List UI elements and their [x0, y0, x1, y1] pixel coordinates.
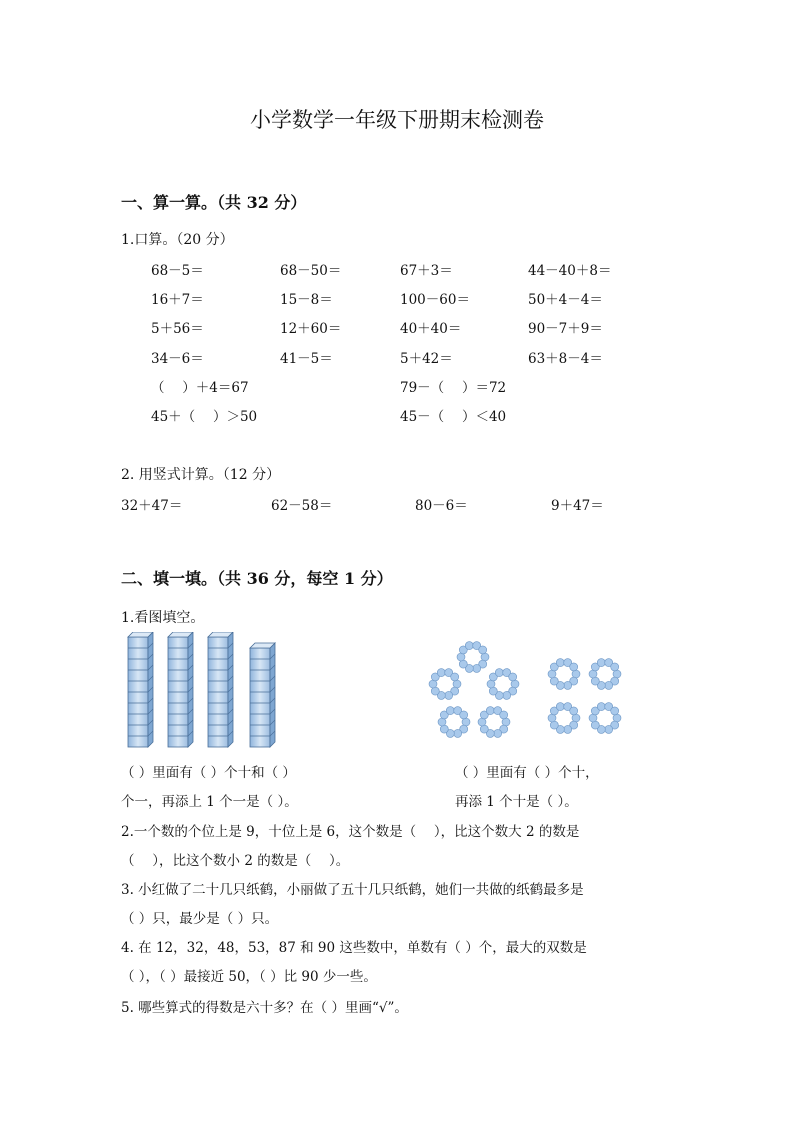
- page-title: 小学数学一年级下册期末检测卷: [250, 108, 544, 132]
- oral-item: 68－50＝: [280, 263, 342, 279]
- bead-ring: [487, 669, 519, 700]
- bead-ring: [478, 707, 510, 738]
- bead-ring: [589, 703, 621, 734]
- bead-ring: [457, 642, 489, 673]
- vertical-item: 62－58＝: [271, 498, 333, 514]
- s2-q3-line1: 3. 小红做了二十几只纸鹤，小丽做了五十几只纸鹤，她们一共做的纸鹤最多是: [121, 882, 584, 898]
- bead-ring: [589, 659, 621, 690]
- oral-item: 68－5＝: [151, 263, 204, 279]
- vertical-item: 80－6＝: [415, 498, 468, 514]
- ten-rod: [128, 632, 153, 747]
- oral-item: 34－6＝: [151, 351, 204, 367]
- s2-q4-line2: （ ），（ ）最接近 50，（ ）比 90 少一些。: [121, 969, 377, 985]
- s2-q1-right-line2: 再添 1 个十是（ ）。: [455, 794, 578, 810]
- bead-ring: [438, 707, 470, 738]
- s2-q1-left-line2: 个一，再添上 1 个一是（ ）。: [121, 794, 298, 810]
- oral-item: 67＋3＝: [400, 263, 453, 279]
- oral-item: 5＋56＝: [151, 321, 204, 337]
- s2-q1-right-line1: （ ）里面有（ ）个十，: [455, 765, 599, 781]
- ten-rod: [168, 632, 193, 747]
- s2-q4-line1: 4. 在 12，32，48，53，87 和 90 这些数中，单数有（ ）个，最大的双数是: [121, 940, 587, 956]
- oral-item: 63＋8－4＝: [528, 351, 603, 367]
- vertical-item: 9＋47＝: [551, 498, 604, 514]
- fill-item: 45－（ ）＜40: [400, 409, 507, 425]
- ones-column: [250, 643, 275, 747]
- fill-item: 79－（ ）＝72: [400, 380, 507, 396]
- oral-item: 12＋60＝: [280, 321, 342, 337]
- tens-rods-picture: [124, 632, 280, 750]
- oral-item: 16＋7＝: [151, 292, 204, 308]
- fill-item: 45＋（ ）＞50: [151, 409, 258, 425]
- oral-item: 44－40＋8＝: [528, 263, 612, 279]
- oral-item: 90－7＋9＝: [528, 321, 603, 337]
- bead-rings-picture: [424, 636, 630, 744]
- q1-label: 1.口算。（20 分）: [121, 232, 234, 248]
- s2-q1-left-line1: （ ）里面有（ ）个十和（ ）: [121, 765, 296, 781]
- s2-q2-line1: 2.一个数的个位上是 9，十位上是 6，这个数是（ ），比这个数大 2 的数是: [121, 824, 580, 840]
- oral-item: 15－8＝: [280, 292, 333, 308]
- fill-item: （ ）＋4＝67: [151, 380, 249, 396]
- vertical-item: 32＋47＝: [121, 498, 183, 514]
- oral-item: 40＋40＝: [400, 321, 462, 337]
- oral-item: 41－5＝: [280, 351, 333, 367]
- s2-q3-line2: （ ）只，最少是（ ）只。: [121, 911, 279, 927]
- bead-ring: [548, 659, 580, 690]
- oral-item: 5＋42＝: [400, 351, 453, 367]
- section1-heading: 一、算一算。（共 32 分）: [121, 193, 307, 212]
- q2-label: 2. 用竖式计算。（12 分）: [121, 467, 281, 483]
- oral-item: 50＋4－4＝: [528, 292, 603, 308]
- s2-q2-line2: （ ），比这个数小 2 的数是（ ）。: [121, 853, 350, 869]
- bead-ring: [548, 703, 580, 734]
- ten-rod: [208, 632, 233, 747]
- s2-q5: 5. 哪些算式的得数是六十多？在（ ）里画“√”。: [121, 1000, 408, 1016]
- s2-q1-label: 1.看图填空。: [121, 610, 205, 626]
- bead-ring: [429, 669, 461, 700]
- section2-heading: 二、填一填。（共 36 分，每空 1 分）: [121, 569, 393, 588]
- oral-item: 100－60＝: [400, 292, 470, 308]
